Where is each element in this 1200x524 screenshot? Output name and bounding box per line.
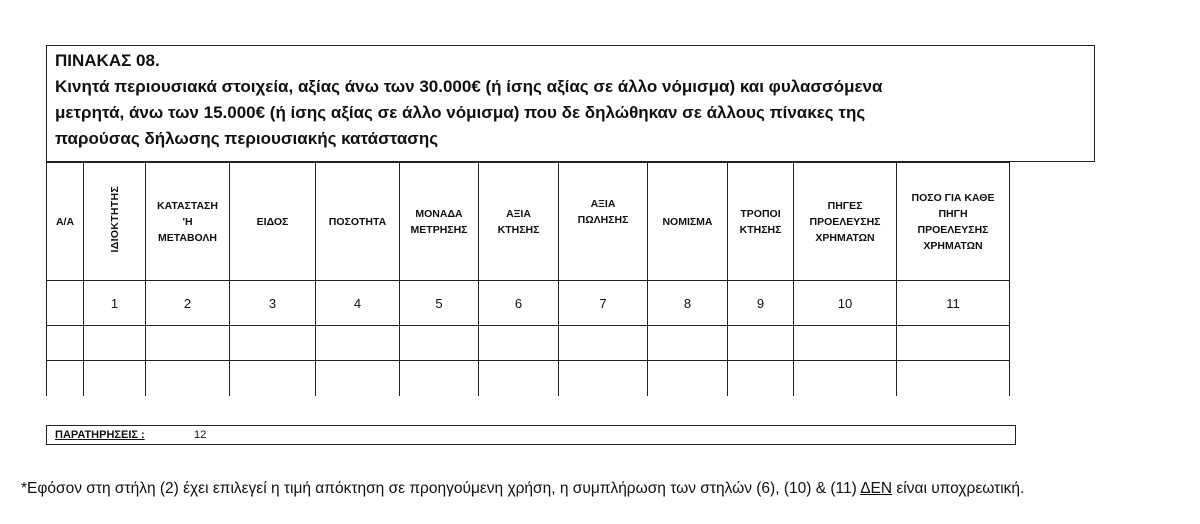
table-description-line-3: παρούσας δήλωσης περιουσιακής κατάστασης <box>55 129 439 148</box>
footnote <box>21 480 1191 498</box>
col-number: 1 <box>84 281 146 326</box>
assets-table <box>46 162 1010 396</box>
entry-cell[interactable] <box>84 326 146 361</box>
entry-cell[interactable] <box>559 326 648 361</box>
entry-row <box>47 361 1010 396</box>
col-number: 7 <box>559 281 648 326</box>
table-description-line-2: μετρητά, άνω των 15.000€ (ή ίσης αξίας σε άλλο νόμισμα) που δε δηλώθηκαν σε άλλους πίνακες της <box>55 103 866 122</box>
col-header-currency: ΝΟΜΙΣΜΑ <box>648 163 728 281</box>
entry-cell[interactable] <box>794 361 897 396</box>
entry-cell[interactable] <box>897 326 1010 361</box>
col-number: 8 <box>648 281 728 326</box>
col-number: 5 <box>400 281 479 326</box>
col-number: 2 <box>146 281 230 326</box>
col-header-sale-value: ΑΞΙΑ ΠΩΛΗΣΗΣ <box>559 163 648 281</box>
col-header-unit: ΜΟΝΑΔΑ ΜΕΤΡΗΣΗΣ <box>400 163 479 281</box>
entry-cell[interactable] <box>230 361 316 396</box>
entry-cell[interactable] <box>146 361 230 396</box>
remarks-label: ΠΑΡΑΤΗΡΗΣΕΙΣ : <box>55 429 145 441</box>
entry-cell[interactable] <box>47 326 84 361</box>
entry-cell[interactable] <box>794 326 897 361</box>
col-header-acquisition-method: ΤΡΟΠΟΙ ΚΤΗΣΗΣ <box>728 163 794 281</box>
header-row <box>47 163 1010 281</box>
col-number: 3 <box>230 281 316 326</box>
entry-cell[interactable] <box>47 361 84 396</box>
entry-cell[interactable] <box>897 361 1010 396</box>
entry-cell[interactable] <box>479 361 559 396</box>
col-number: 9 <box>728 281 794 326</box>
col-number <box>47 281 84 326</box>
entry-cell[interactable] <box>648 361 728 396</box>
col-header-aa: Α/Α <box>47 163 84 281</box>
entry-cell[interactable] <box>400 326 479 361</box>
col-header-owner: ΙΔΙΟΚΤΗΤΗΣ <box>84 163 146 281</box>
col-header-status: ΚΑΤΑΣΤΑΣΗ 'Η ΜΕΤΑΒΟΛΗ <box>146 163 230 281</box>
entry-cell[interactable] <box>479 326 559 361</box>
entry-cell[interactable] <box>230 326 316 361</box>
entry-cell[interactable] <box>84 361 146 396</box>
table-description-line-1: Κινητά περιουσιακά στοιχεία, αξίας άνω των 30.000€ (ή ίσης αξίας σε άλλο νόμισμα) και φυλασσόμενα <box>55 77 883 96</box>
entry-row <box>47 326 1010 361</box>
table-title-box <box>46 45 1095 162</box>
footnote-text: *Εφόσον στη στήλη (2) έχει επιλεγεί η τιμή απόκτηση σε προηγούμενη χρήση, η συμπλήρωση των στηλών (6), (10) & (11) <box>21 480 861 497</box>
remarks-value: 12 <box>194 429 207 441</box>
col-number: 6 <box>479 281 559 326</box>
entry-cell[interactable] <box>559 361 648 396</box>
entry-cell[interactable] <box>648 326 728 361</box>
column-number-row <box>47 281 1010 326</box>
col-header-quantity: ΠΟΣΟΤΗΤΑ <box>316 163 400 281</box>
entry-cell[interactable] <box>146 326 230 361</box>
col-header-type: ΕΙΔΟΣ <box>230 163 316 281</box>
entry-cell[interactable] <box>400 361 479 396</box>
col-number: 10 <box>794 281 897 326</box>
col-number: 4 <box>316 281 400 326</box>
col-header-fund-sources: ΠΗΓΕΣ ΠΡΟΕΛΕΥΣΗΣ ΧΡΗΜΑΤΩΝ <box>794 163 897 281</box>
col-number: 11 <box>897 281 1010 326</box>
col-header-acquisition-value: ΑΞΙΑ ΚΤΗΣΗΣ <box>479 163 559 281</box>
col-header-amount-per-source: ΠΟΣΟ ΓΙΑ ΚΑΘΕ ΠΗΓΗ ΠΡΟΕΛΕΥΣΗΣ ΧΡΗΜΑΤΩΝ <box>897 163 1010 281</box>
remarks-field[interactable] <box>46 425 1016 445</box>
entry-cell[interactable] <box>316 326 400 361</box>
table-id: ΠΙΝΑΚΑΣ 08. <box>55 51 160 70</box>
entry-cell[interactable] <box>728 361 794 396</box>
footnote-emphasis: ΔΕΝ <box>860 480 893 497</box>
entry-cell[interactable] <box>728 326 794 361</box>
entry-cell[interactable] <box>316 361 400 396</box>
footnote-text-end: είναι υποχρεωτική. <box>892 480 1025 497</box>
